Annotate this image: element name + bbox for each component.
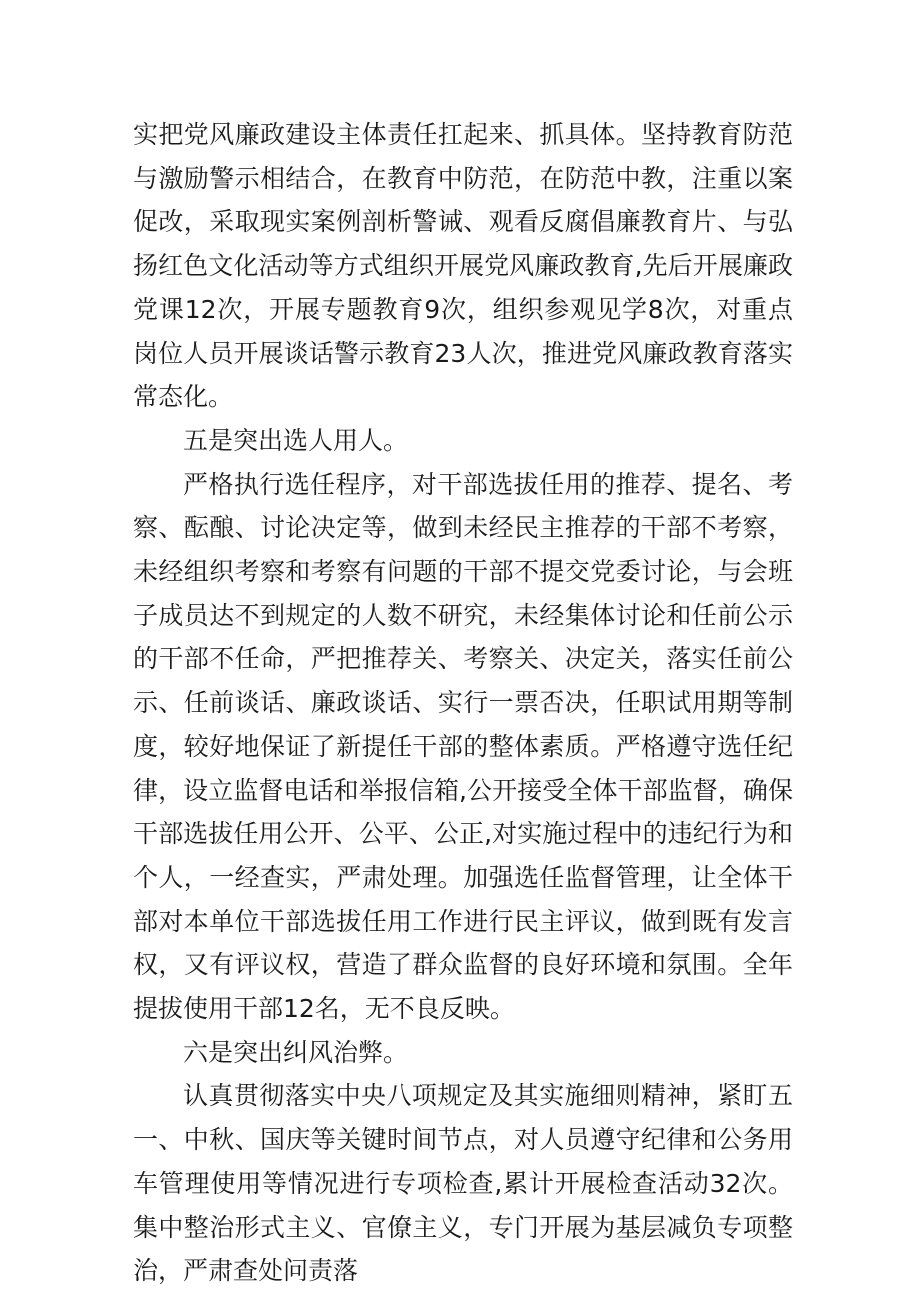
heading-personnel-selection: 五是突出选人用人。 xyxy=(183,425,409,455)
paragraph-party-education: 实把党风廉政建设主体责任扛起来、抓具体。坚持教育防范与激励警示相结合，在教育中防范，在防范中教，注重以案促改，采取现实案例剖析警诫、观看反腐倡廉教育片、与弘扬红色文化活动等方式组织开展党风廉政教育,先后开展廉政党课12次，开展专题教育9次，组织参观见学8次，对重点岗位人员开展谈话警示教育23人次，推进党风廉政教育落实常态化。 xyxy=(133,120,793,412)
heading-rectify-malpractice: 六是突出纠风治弊。 xyxy=(183,1037,409,1067)
paragraph-eight-regulations: 认真贯彻落实中央八项规定及其实施细则精神，紧盯五一、中秋、国庆等关键时间节点，对人员遵守纪律和公务用车管理使用等情况进行专项检查,累计开展检查活动32次。集中整治形式主义、官僚主义，专门开展为基层减负专项整治，严肃查处问责落 xyxy=(133,1081,793,1286)
document-body xyxy=(133,113,793,1293)
paragraph-selection-procedure: 严格执行选任程序，对干部选拔任用的推荐、提名、考察、酝酿、讨论决定等，做到未经民主推荐的干部不考察，未经组织考察和考察有问题的干部不提交党委讨论，与会班子成员达不到规定的人数不研究，未经集体讨论和任前公示的干部不任命，严把推荐关、考察关、决定关，落实任前公示、任前谈话、廉政谈话、实行一票否决，任职试用期等制度，较好地保证了新提任干部的整体素质。严格遵守选任纪律，设立监督电话和举报信箱,公开接受全体干部监督，确保干部选拔任用公开、公平、公正,对实施过程中的违纪行为和个人，一经查实，严肃处理。加强选任监督管理，让全体干部对本单位干部选拔任用工作进行民主评议，做到既有发言权，又有评议权，营造了群众监督的良好环境和氛围。全年提拔使用干部12名，无不良反映。 xyxy=(133,469,793,1024)
